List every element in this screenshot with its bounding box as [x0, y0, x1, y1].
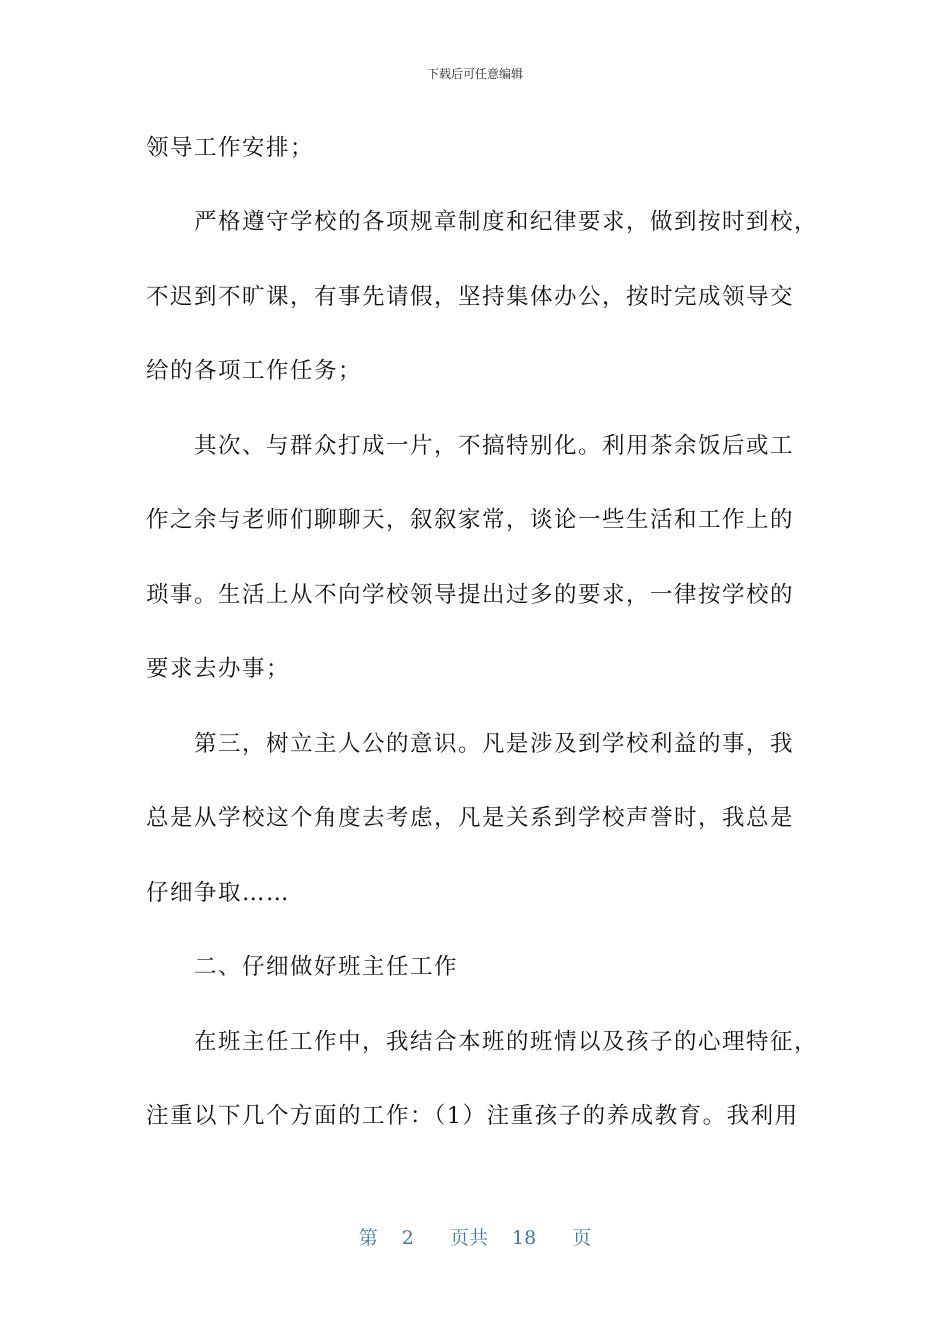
text-line: 第三，树立主人公的意识。凡是涉及到学校利益的事，我: [194, 731, 795, 757]
current-page-number: 2: [401, 1227, 414, 1249]
text-line: 注重以下几个方面的工作：（1）注重孩子的养成教育。我利用: [146, 1103, 799, 1129]
text-line: 给的各项工作任务；: [146, 358, 363, 384]
text-line: 作之余与老师们聊聊天，叙叙家常，谈论一些生活和工作上的: [146, 507, 795, 533]
footer-prefix: 第: [358, 1227, 378, 1249]
text-line: 其次、与群众打成一片，不搞特别化。利用茶余饭后或工: [194, 433, 795, 459]
text-line: 严格遵守学校的各项规章制度和纪律要求，做到按时到校，: [194, 209, 819, 235]
text-line: 不迟到不旷课，有事先请假，坚持集体办公，按时完成领导交: [146, 284, 795, 310]
text-line: 总是从学校这个角度去考虑，凡是关系到学校声誉时，我总是: [146, 805, 795, 831]
text-line: 琐事。生活上从不向学校领导提出过多的要求，一律按学校的: [146, 582, 795, 608]
text-line: 在班主任工作中，我结合本班的班情以及孩子的心理特征，: [194, 1029, 819, 1055]
footer-middle: 页共: [449, 1227, 488, 1249]
text-line: 仔细争取……: [146, 880, 291, 906]
total-pages-number: 18: [512, 1227, 537, 1249]
section-heading: 二、仔细做好班主任工作: [194, 954, 459, 980]
page-header-note: 下载后可任意编辑: [426, 67, 523, 81]
footer-suffix: 页: [572, 1227, 592, 1249]
text-line: 要求去办事；: [146, 656, 291, 682]
page-number-footer: [0, 1225, 950, 1251]
text-line: 领导工作安排；: [146, 135, 315, 161]
